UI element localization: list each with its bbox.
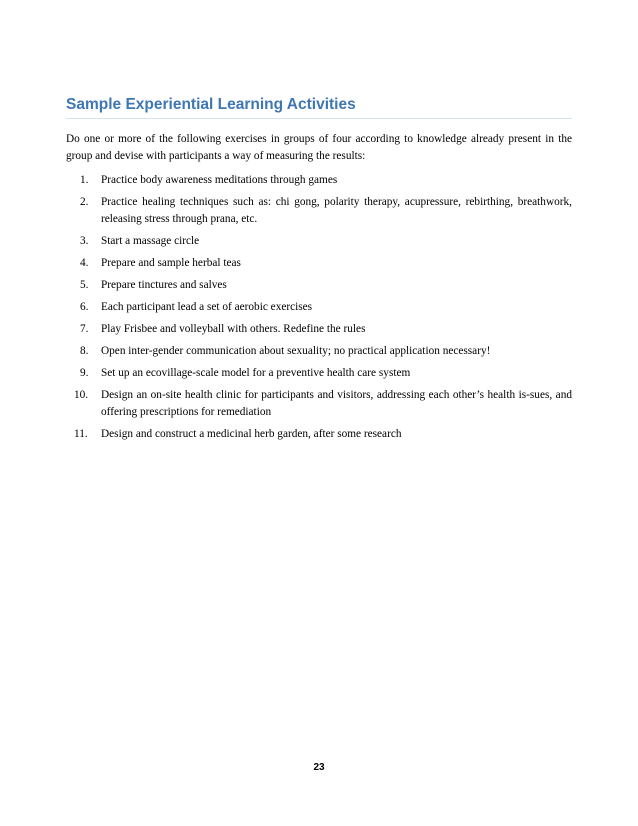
list-item-number: 2. [80,196,89,208]
list-item-text: Prepare tinctures and salves [101,279,227,291]
list-item [66,299,572,316]
list-item-text: Practice body awareness meditations through games [101,174,338,186]
list-item-number: 5. [80,279,89,291]
list-item-number: 1. [80,174,89,186]
list-item [66,321,572,338]
list-item [66,343,572,360]
section-heading: Sample Experiential Learning Activities [66,96,572,119]
list-item-text: Start a massage circle [101,235,200,247]
list-item-text: Practice healing techniques such as: chi gong, polarity therapy, acupressure, rebirthing, breathwork, releasing stress through prana, etc. [101,196,572,225]
list-item-number: 10. [74,389,89,401]
list-item-text: Design an on-site health clinic for participants and visitors, addressing each other’s health is-sues, and offering prescriptions for remediation [101,389,572,418]
list-item-number: 4. [80,257,89,269]
list-item-number: 6. [80,301,89,313]
list-item [66,172,572,189]
list-item-number: 3. [80,235,89,247]
list-item-number: 9. [80,367,89,379]
list-item-text: Play Frisbee and volleyball with others. Redefine the rules [101,323,366,335]
list-item [66,365,572,382]
list-item-text: Open inter-gender communication about sexuality; no practical application necessary! [101,345,491,357]
list-item [66,387,572,421]
list-item-text: Prepare and sample herbal teas [101,257,241,269]
list-item-number: 7. [80,323,89,335]
list-item-number: 8. [80,345,89,357]
list-item-text: Design and construct a medicinal herb garden, after some research [101,428,402,440]
list-item [66,194,572,228]
list-item-text: Set up an ecovillage-scale model for a preventive health care system [101,367,411,379]
list-item [66,277,572,294]
activities-list [66,172,572,448]
list-item-text: Each participant lead a set of aerobic exercises [101,301,313,313]
intro-paragraph: Do one or more of the following exercises in groups of four according to knowledge already present in the group and devise with participants a way of measuring the results: [66,133,572,162]
list-item [66,233,572,250]
list-item [66,255,572,272]
list-item-number: 11. [74,428,88,440]
page-number: 23 [313,762,325,773]
list-item [66,426,572,443]
